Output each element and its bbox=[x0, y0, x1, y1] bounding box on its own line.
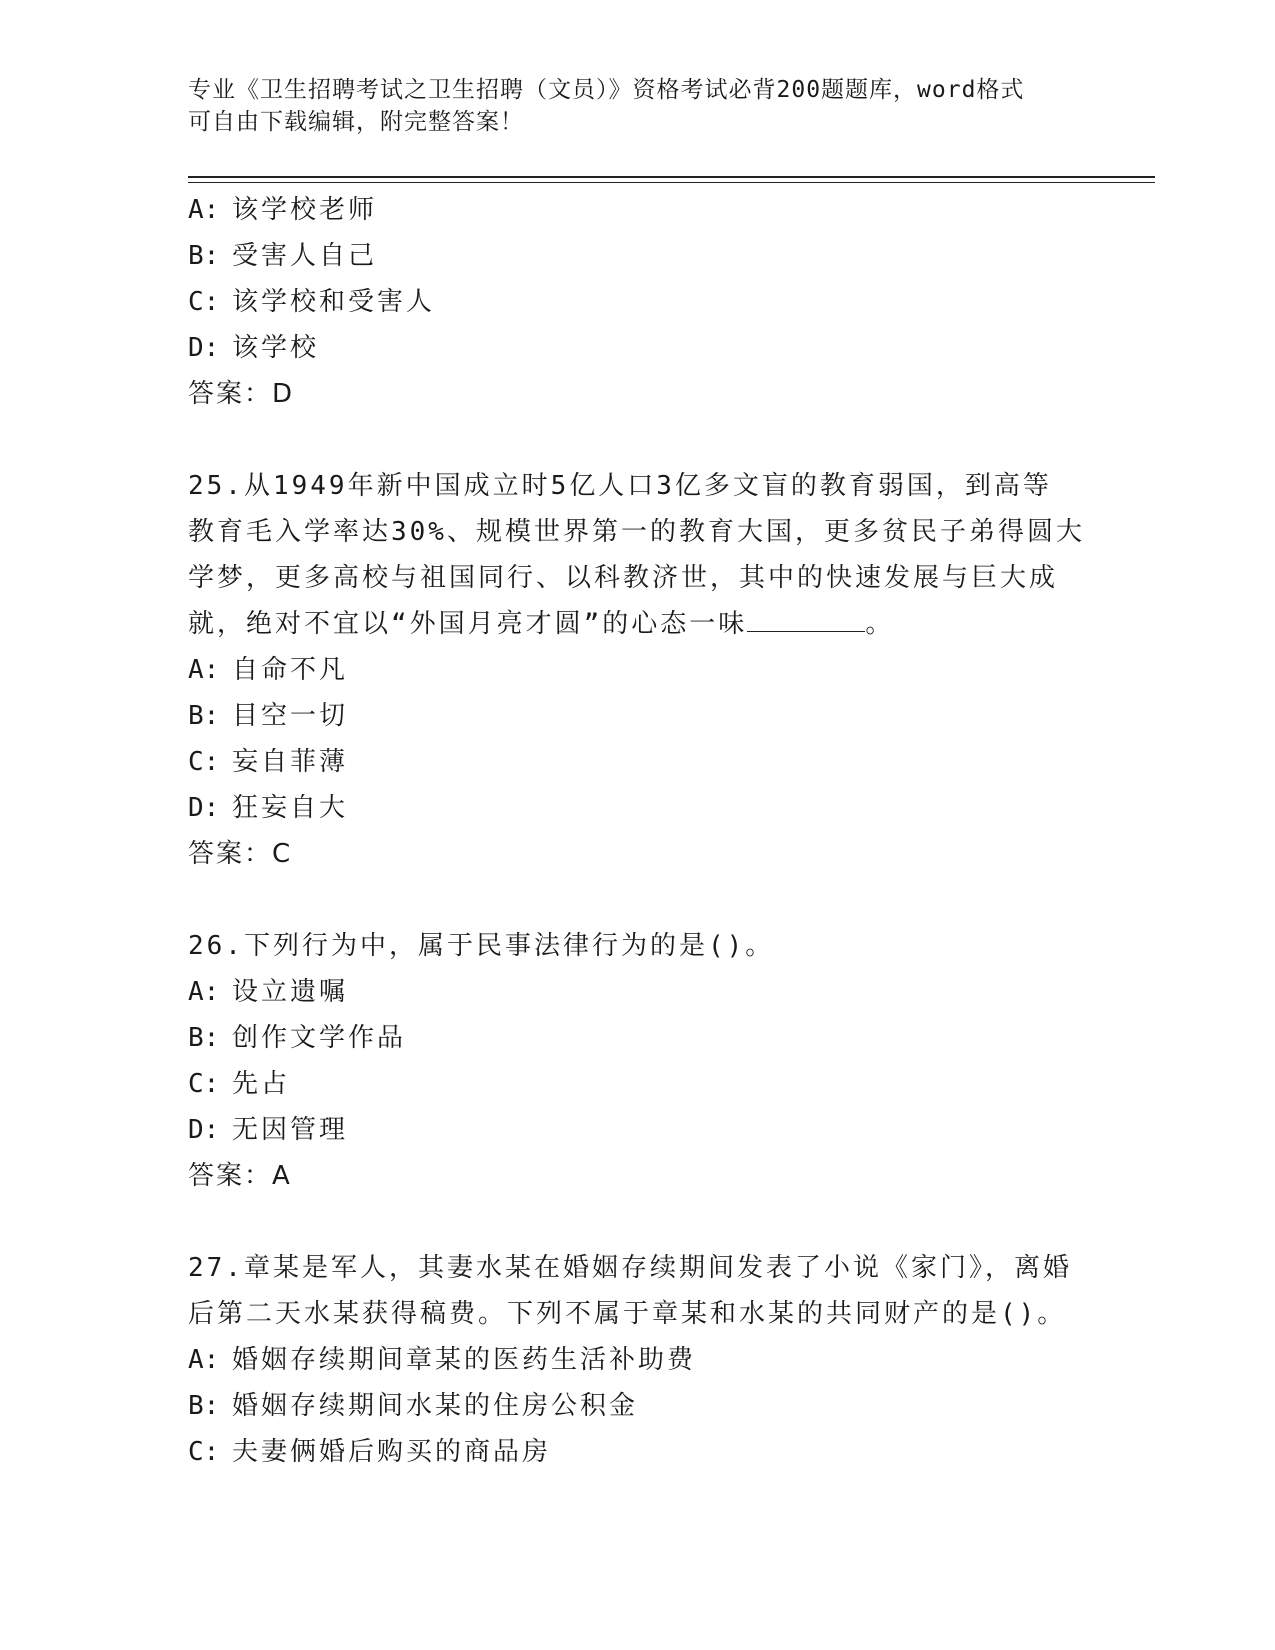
option-letter: D: bbox=[188, 1115, 220, 1145]
option-text: 妄自菲薄 bbox=[232, 747, 349, 777]
question-25 bbox=[188, 463, 1088, 877]
option-b bbox=[188, 1383, 1088, 1429]
option-b bbox=[188, 233, 1088, 279]
option-letter: B: bbox=[188, 1023, 220, 1053]
question-text-fragment: 。 bbox=[865, 609, 895, 639]
option-text: 先占 bbox=[232, 1069, 291, 1099]
question-27 bbox=[188, 1245, 1088, 1475]
option-letter: C: bbox=[188, 287, 220, 317]
question-text-line: 26.下列行为中，属于民事法律行为的是()。 bbox=[188, 931, 775, 961]
spacer bbox=[188, 877, 1088, 923]
option-letter: C: bbox=[188, 747, 220, 777]
option-text: 目空一切 bbox=[232, 701, 349, 731]
answer-line: 答案：C bbox=[188, 839, 293, 869]
question-prev bbox=[188, 187, 1088, 417]
answer-line: 答案：D bbox=[188, 379, 295, 409]
option-a bbox=[188, 1337, 1088, 1383]
option-d bbox=[188, 785, 1088, 831]
option-letter: C: bbox=[188, 1069, 220, 1099]
option-text: 婚姻存续期间水某的住房公积金 bbox=[232, 1391, 639, 1421]
option-text: 该学校 bbox=[232, 333, 320, 363]
option-letter: A: bbox=[188, 1345, 220, 1375]
spacer bbox=[188, 417, 1088, 463]
option-text: 婚姻存续期间章某的医药生活补助费 bbox=[232, 1345, 697, 1375]
option-letter: A: bbox=[188, 195, 220, 225]
question-text-line: 学梦，更多高校与祖国同行、以科教济世，其中的快速发展与巨大成 bbox=[188, 563, 1059, 593]
header-line-2: 可自由下载编辑，附完整答案！ bbox=[188, 109, 524, 135]
header-line-1: 专业《卫生招聘考试之卫生招聘（文员）》资格考试必背200题题库，word格式 bbox=[188, 77, 1025, 103]
question-text-line: 25.从1949年新中国成立时5亿人口3亿多文盲的教育弱国，到高等 bbox=[188, 471, 1052, 501]
option-text: 狂妄自大 bbox=[232, 793, 349, 823]
option-text: 该学校和受害人 bbox=[232, 287, 436, 317]
question-text-line: 27.章某是军人，其妻水某在婚姻存续期间发表了小说《家门》，离婚 bbox=[188, 1253, 1072, 1283]
option-text: 夫妻俩婚后购买的商品房 bbox=[232, 1437, 552, 1467]
option-letter: D: bbox=[188, 793, 220, 823]
option-a bbox=[188, 187, 1088, 233]
option-c bbox=[188, 279, 1088, 325]
spacer bbox=[188, 1199, 1088, 1245]
option-letter: B: bbox=[188, 701, 220, 731]
question-list bbox=[188, 187, 1088, 1475]
question-text-line bbox=[188, 601, 1088, 647]
option-text: 该学校老师 bbox=[232, 195, 378, 225]
answer-line: 答案：A bbox=[188, 1161, 292, 1191]
option-d bbox=[188, 1107, 1088, 1153]
option-text: 设立遗嘱 bbox=[232, 977, 349, 1007]
question-text-line: 教育毛入学率达30%、规模世界第一的教育大国，更多贫民子弟得圆大 bbox=[188, 517, 1085, 547]
option-a bbox=[188, 969, 1088, 1015]
option-letter: B: bbox=[188, 241, 220, 271]
option-text: 自命不凡 bbox=[232, 655, 349, 685]
option-letter: A: bbox=[188, 655, 220, 685]
header-rule-thick bbox=[188, 176, 1155, 178]
option-c bbox=[188, 1429, 1088, 1475]
fill-in-blank bbox=[747, 601, 865, 632]
option-text: 无因管理 bbox=[232, 1115, 349, 1145]
document-header bbox=[188, 74, 1068, 138]
option-a bbox=[188, 647, 1088, 693]
question-text-line: 后第二天水某获得稿费。下列不属于章某和水某的共同财产的是()。 bbox=[188, 1299, 1067, 1329]
option-text: 受害人自己 bbox=[232, 241, 378, 271]
option-c bbox=[188, 1061, 1088, 1107]
option-d bbox=[188, 325, 1088, 371]
option-letter: C: bbox=[188, 1437, 220, 1467]
question-text-fragment: 就，绝对不宜以“外国月亮才圆”的心态一味 bbox=[188, 609, 748, 639]
option-b bbox=[188, 693, 1088, 739]
option-letter: D: bbox=[188, 333, 220, 363]
option-c bbox=[188, 739, 1088, 785]
option-letter: B: bbox=[188, 1391, 220, 1421]
header-rule-thin bbox=[188, 182, 1155, 183]
option-text: 创作文学作品 bbox=[232, 1023, 407, 1053]
option-b bbox=[188, 1015, 1088, 1061]
option-letter: A: bbox=[188, 977, 220, 1007]
question-26 bbox=[188, 923, 1088, 1199]
